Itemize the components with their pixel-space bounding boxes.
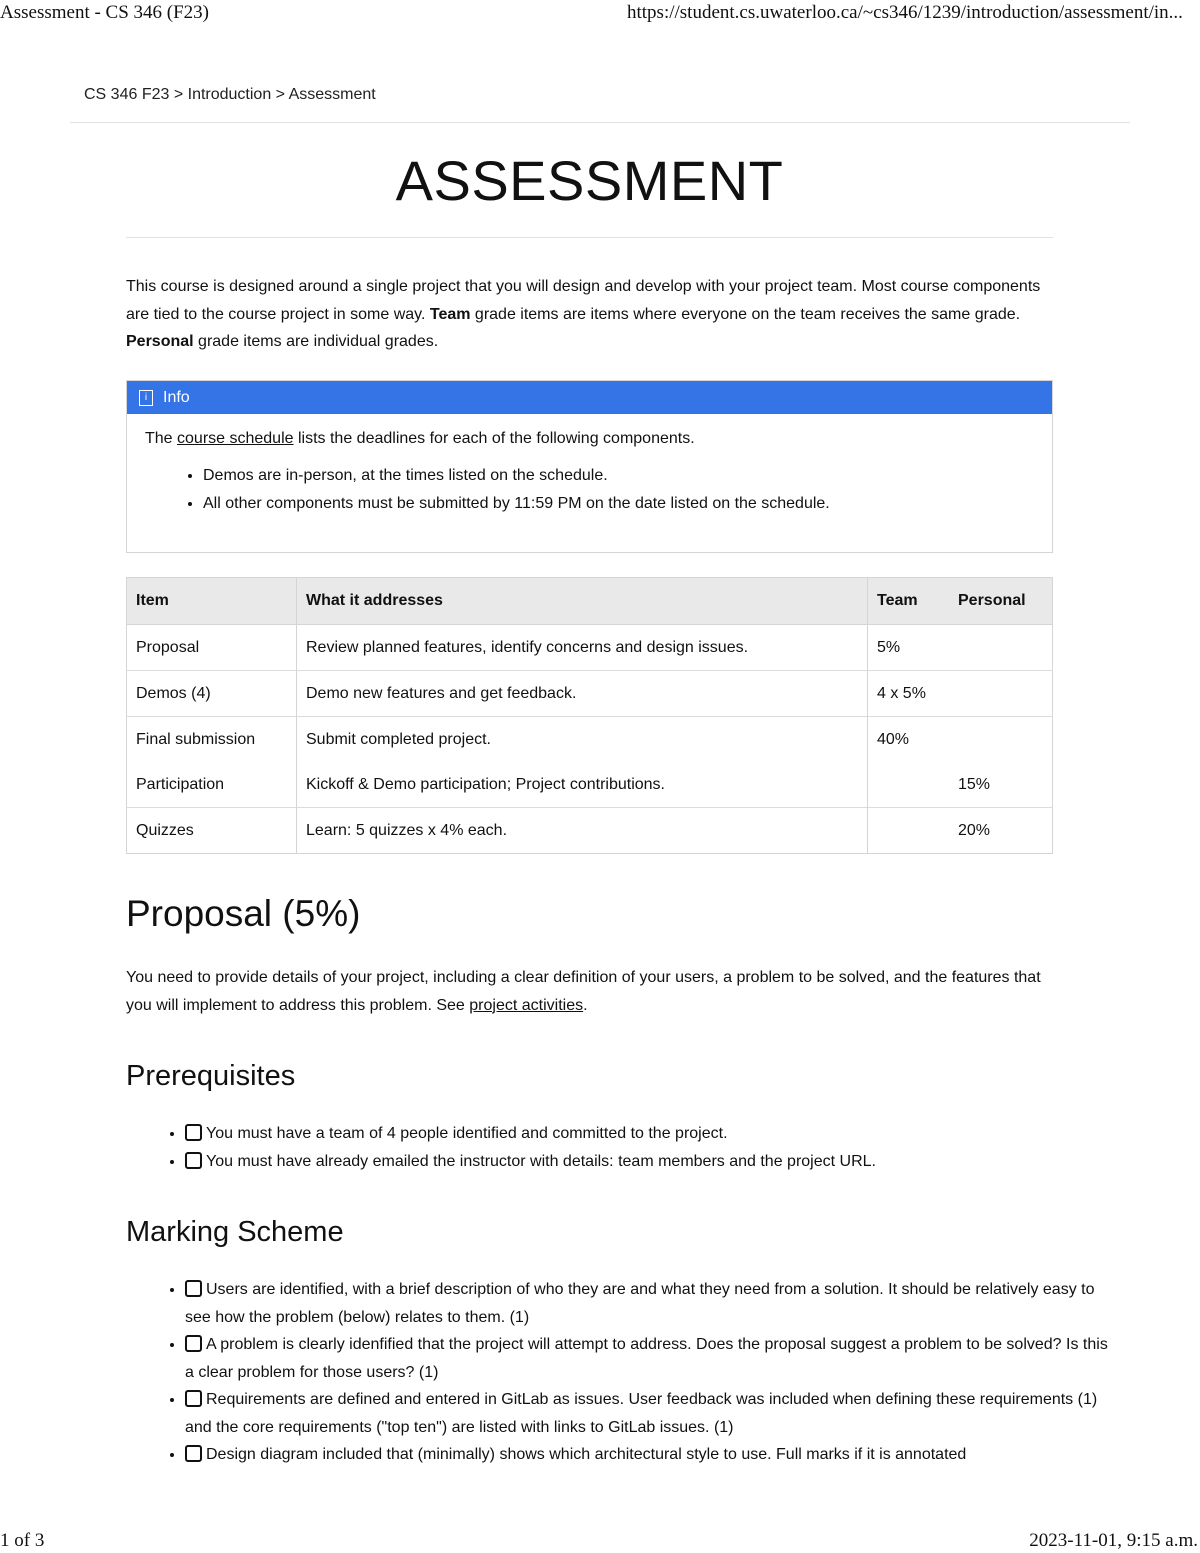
prerequisites-heading: Prerequisites — [126, 1060, 296, 1092]
project-activities-link[interactable]: project activities — [469, 996, 584, 1014]
table-cell: Demo new features and get feedback. — [297, 671, 868, 717]
table-row — [127, 762, 1053, 808]
print-header-title: Assessment - CS 346 (F23) — [0, 2, 210, 23]
table-cell — [949, 717, 1053, 763]
print-footer-page: 1 of 3 — [0, 1530, 45, 1551]
table-row — [127, 717, 1053, 763]
table-cell: Final submission — [127, 717, 297, 763]
checkbox[interactable] — [185, 1390, 202, 1407]
team-term: Team — [429, 305, 471, 323]
table-cell: Learn: 5 quizzes x 4% each. — [297, 808, 868, 854]
list-item: • Users are identified, with a brief description of who they are and what they need from a solution. It should be relatively easy to see how the problem (below) relates to them. (1) — [185, 1276, 1112, 1331]
course-schedule-link[interactable]: course schedule — [177, 430, 294, 447]
table-cell — [868, 762, 950, 808]
table-cell — [949, 671, 1053, 717]
list-item: • A problem is clearly idenfified that the project will attempt to address. Does the proposal suggest a problem to be solved? Is this a clear problem for those users? (1) — [185, 1331, 1112, 1386]
proposal-heading: Proposal (5%) — [126, 893, 361, 934]
info-callout-body — [127, 414, 1052, 528]
checkbox[interactable] — [185, 1124, 202, 1141]
marking-scheme-heading: Marking Scheme — [126, 1216, 344, 1248]
table-cell — [868, 808, 950, 854]
checkbox[interactable] — [185, 1445, 202, 1462]
proposal-paragraph: You need to provide details of your project, including a clear definition of your users, a problem to be solved, and the features that you will implement to address this problem. See project activities. — [126, 969, 1041, 1014]
table-row — [127, 625, 1053, 671]
column-header-addresses: What it addresses — [297, 578, 868, 625]
list-item: • All other components must be submitted by 11:59 PM on the date listed on the schedule. — [203, 490, 1034, 518]
title-divider — [126, 237, 1053, 238]
column-header-item: Item — [127, 578, 297, 625]
info-bullets — [145, 462, 1034, 518]
print-header-url: https://student.cs.uwaterloo.ca/~cs346/1239/introduction/assessment/in... — [627, 2, 1183, 23]
info-callout-text: The course schedule lists the deadlines for each of the following components. — [145, 430, 695, 447]
list-item: • Design diagram included that (minimally) shows which architectural style to use. Full marks if it is annotated — [185, 1441, 1112, 1469]
marking-scheme-list — [126, 1276, 1112, 1469]
table-cell: Quizzes — [127, 808, 297, 854]
intro-paragraph: This course is designed around a single project that you will design and develop with your project team. Most course components are tied to the course project in some way. Team grade items are items where everyone on the team receives the same grade. Personal grade items are individual grades. — [126, 278, 1041, 350]
table-cell: 4 x 5% — [868, 671, 950, 717]
prerequisites-list — [126, 1120, 1112, 1175]
table-row — [127, 671, 1053, 717]
table-cell: Demos (4) — [127, 671, 297, 717]
table-cell: Participation — [127, 762, 297, 808]
info-callout-header — [127, 381, 1052, 414]
table-row — [127, 808, 1053, 854]
assessment-table — [126, 577, 1053, 854]
checkbox[interactable] — [185, 1280, 202, 1297]
table-cell: Kickoff & Demo participation; Project contributions. — [297, 762, 868, 808]
table-cell: 20% — [949, 808, 1053, 854]
list-item: • You must have a team of 4 people identified and committed to the project. — [185, 1120, 1112, 1148]
info-callout-title: Info — [163, 388, 190, 406]
list-item: • Demos are in-person, at the times listed on the schedule. — [203, 462, 1034, 490]
table-cell: 40% — [868, 717, 950, 763]
list-item: • You must have already emailed the instructor with details: team members and the project URL. — [185, 1148, 1112, 1176]
print-footer-datetime: 2023-11-01, 9:15 a.m. — [1029, 1530, 1198, 1551]
table-cell: Submit completed project. — [297, 717, 868, 763]
info-callout — [126, 380, 1053, 553]
header-divider — [70, 122, 1130, 123]
checkbox[interactable] — [185, 1335, 202, 1352]
checkbox[interactable] — [185, 1152, 202, 1169]
intro-section — [126, 273, 1053, 356]
proposal-section — [126, 964, 1053, 1019]
personal-term: Personal — [126, 333, 194, 350]
table-cell: 5% — [868, 625, 950, 671]
table-cell: Proposal — [127, 625, 297, 671]
page-title: ASSESSMENT — [395, 149, 784, 212]
column-header-personal: Personal — [949, 578, 1053, 625]
table-cell: 15% — [958, 775, 991, 793]
table-header-row — [127, 578, 1053, 625]
list-item: • Requirements are defined and entered in GitLab as issues. User feedback was included when defining these requirements (1) and the core requirements ("top ten") are listed with links to GitLab issues. (1) — [185, 1386, 1112, 1441]
breadcrumb[interactable]: CS 346 F23 > Introduction > Assessment — [84, 86, 376, 103]
table-cell: Review planned features, identify concerns and design issues. — [297, 625, 868, 671]
table-cell — [949, 625, 1053, 671]
column-header-team: Team — [868, 578, 950, 625]
info-icon: i — [139, 390, 153, 406]
